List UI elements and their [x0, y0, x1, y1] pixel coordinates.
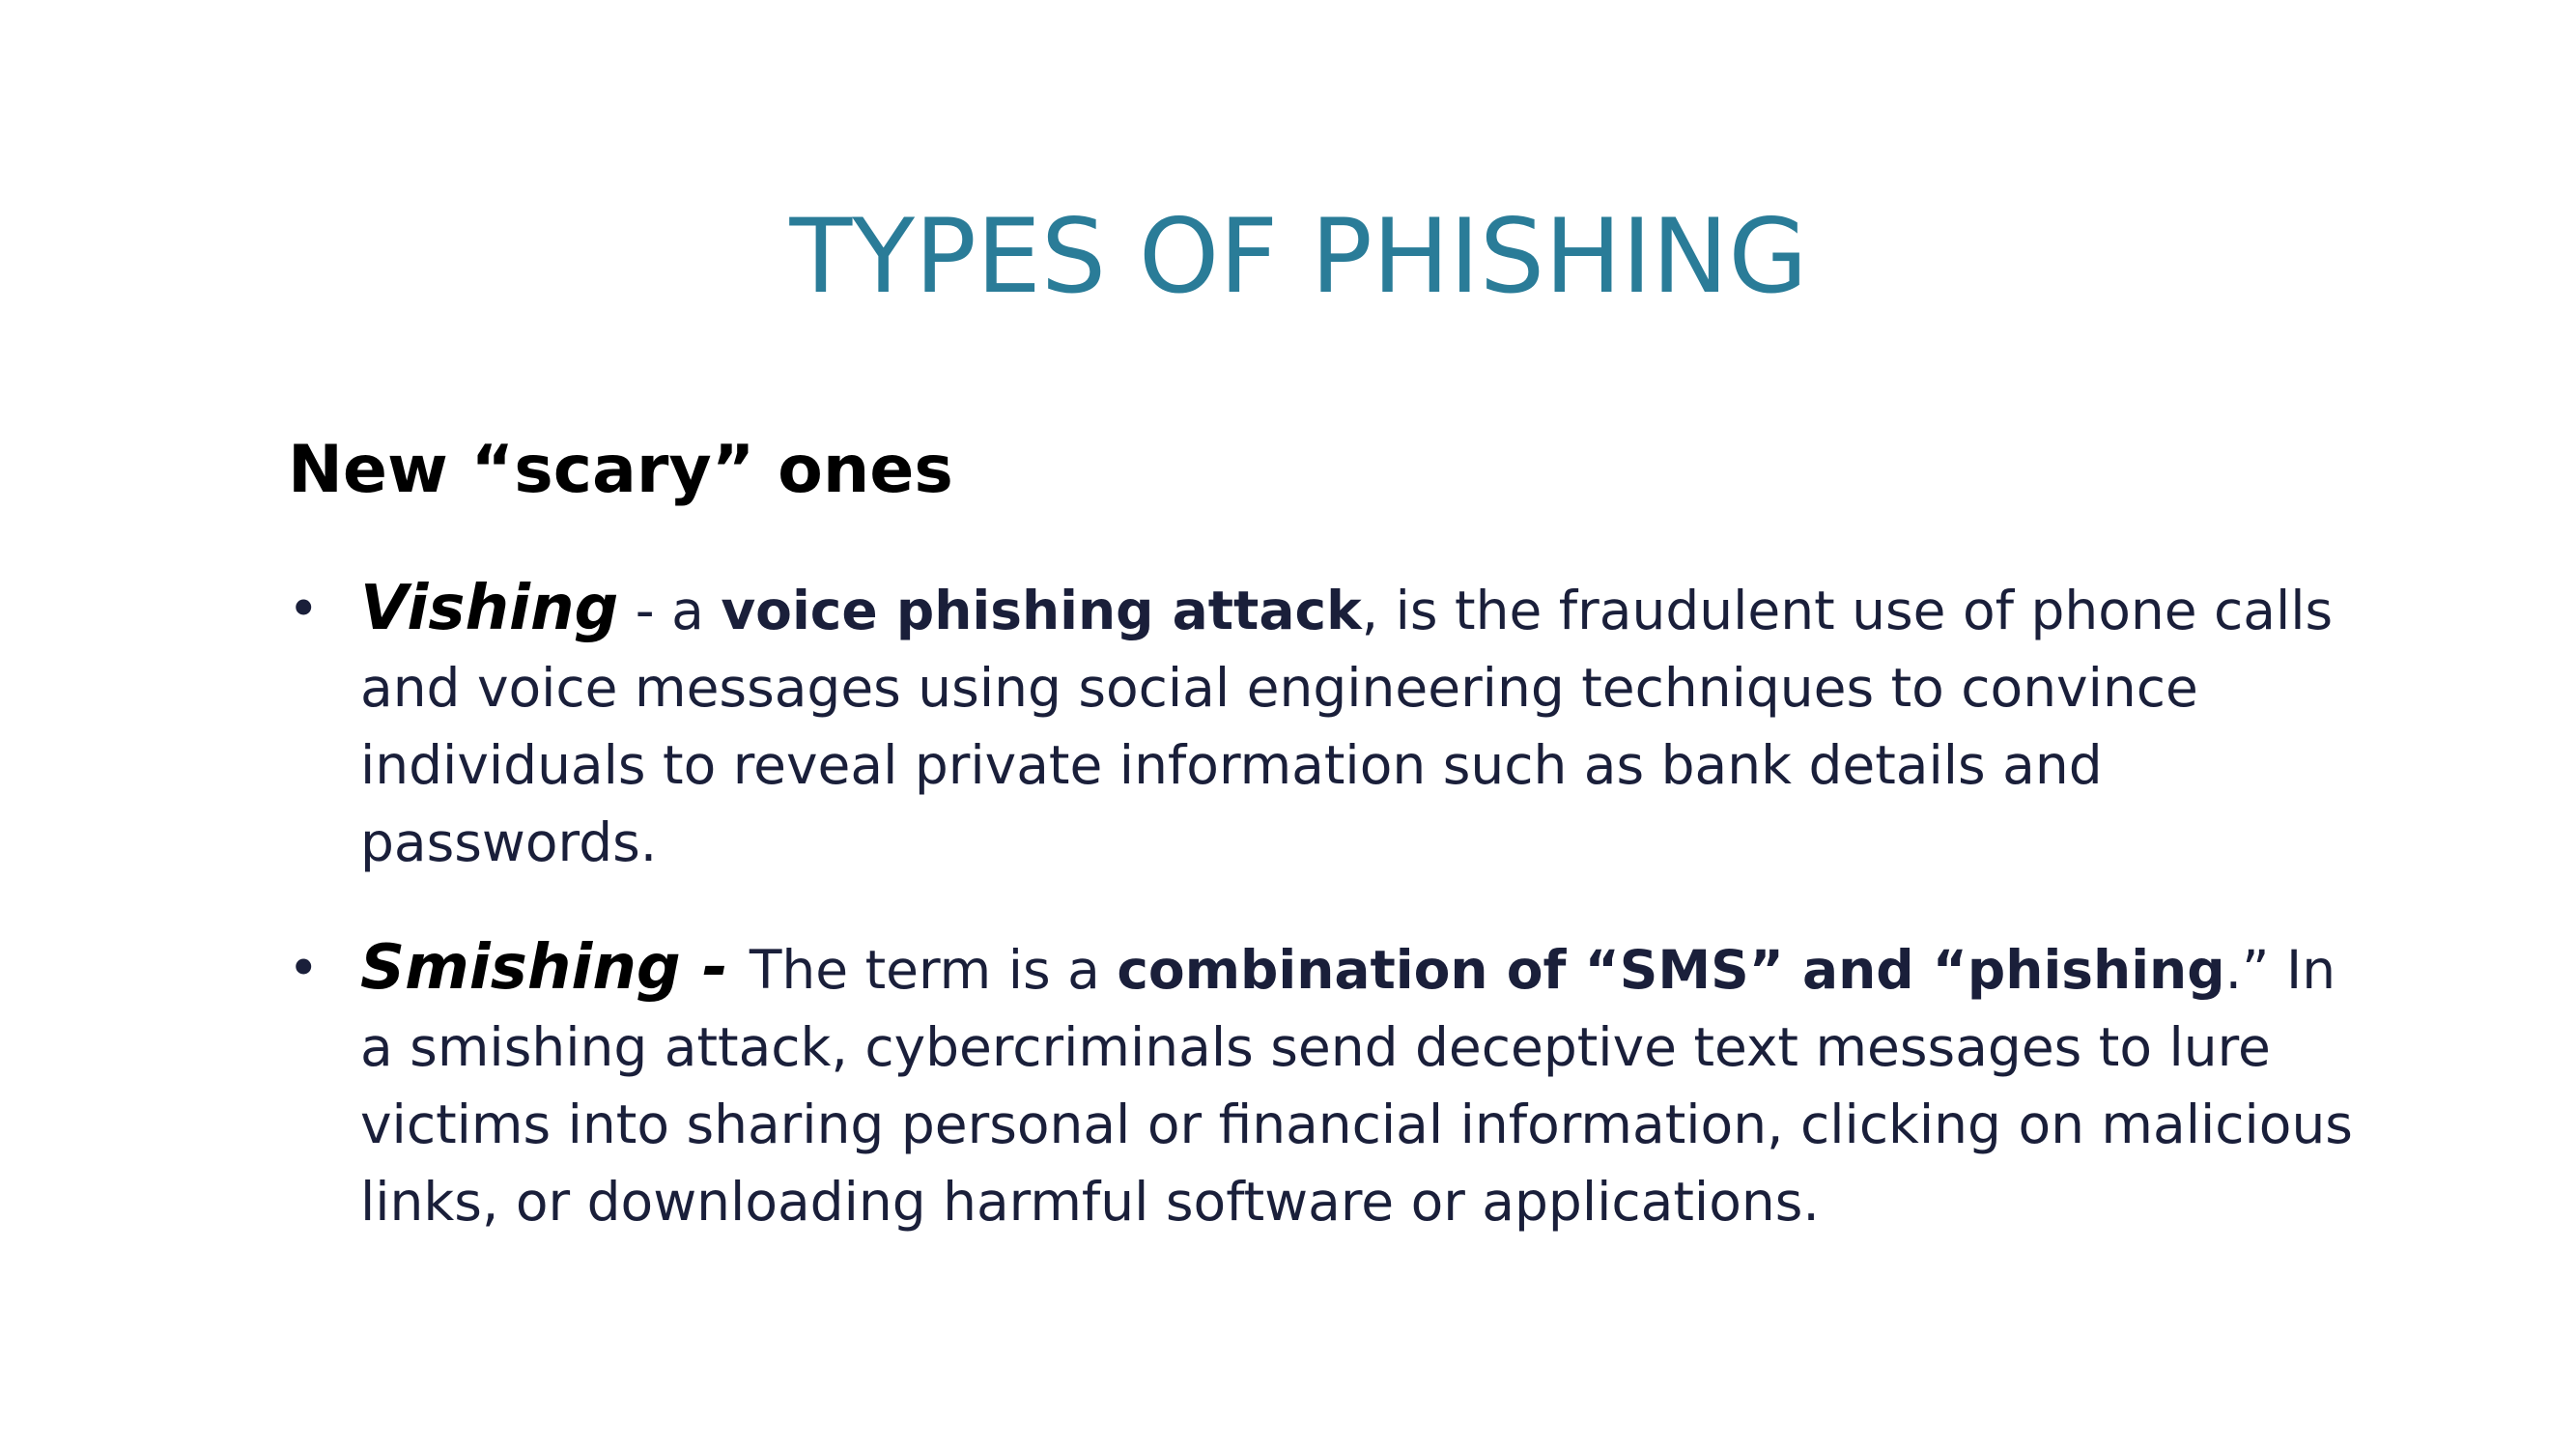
lead-smishing: The term is a [749, 939, 1118, 1001]
separator: - a [618, 580, 722, 641]
slide-subtitle: New “scary” ones [288, 432, 953, 508]
list-item-smishing [288, 929, 2364, 1240]
term-vishing: Vishing [360, 573, 619, 644]
term-smishing: Smishing [360, 932, 681, 1004]
highlight-vishing: voice phishing attack [721, 580, 1362, 641]
bullet-list [288, 570, 2364, 1240]
highlight-smishing: combination of “SMS” and “phishing [1117, 939, 2225, 1001]
description-vishing: , is the fraudulent use of phone calls and voice messages using social engineering techniques to convince individuals to reveal private information such as bank details and passwords. [360, 580, 2334, 873]
separator: - [680, 932, 750, 1004]
description-smishing: .” In a smishing attack, cybercriminals send deceptive text messages to lure victims into sharing personal or financial information, clicking on malicious links, or downloading harmful software or applications. [360, 939, 2353, 1233]
bullet-icon: • [288, 937, 320, 999]
list-item-vishing [288, 570, 2364, 881]
bullet-icon: • [288, 578, 320, 639]
slide-title: TYPES OF PHISHING [789, 197, 1808, 316]
